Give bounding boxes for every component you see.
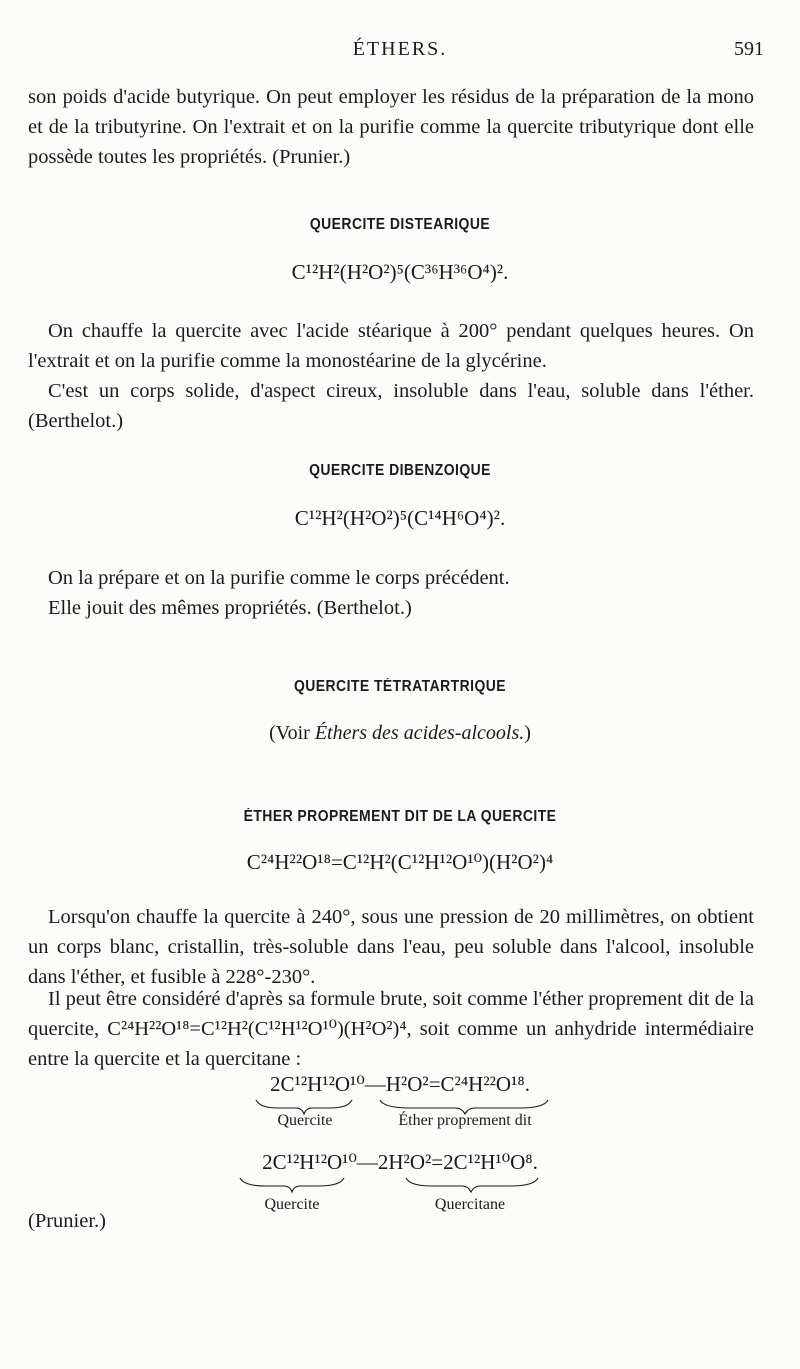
cross-reference <box>0 722 800 745</box>
equation-quercitane: 2C¹²H¹²O¹⁰—2H²O²=2C¹²H¹⁰O⁸. <box>262 1150 538 1174</box>
author-attribution: (Prunier.) <box>28 1210 106 1232</box>
page-number: 591 <box>734 38 764 60</box>
formula-distearique: C¹²H²(H²O²)⁵(C³⁶H³⁶O⁴)². <box>291 260 509 284</box>
section-heading-tetratartrique: QUERCITE TÉTRATARTRIQUE <box>293 678 507 695</box>
formula-ether: C²⁴H²²O¹⁸=C¹²H²(C¹²H¹²O¹⁰)(H²O²)⁴ <box>246 850 554 874</box>
label-quercite-2: Quercite <box>264 1196 320 1213</box>
brace-quercitane <box>406 1178 538 1192</box>
paragraph-ether-prep: Lorsqu'on chauffe la quercite à 240°, sous une pression de 20 millimètres, on obtient un corps blanc, cristallin, très-soluble dans l'eau, peu soluble dans l'alcool, insoluble dans l'éther, et fusible à 228°-230°. <box>28 906 754 988</box>
voir-suffix: ) <box>524 722 531 744</box>
page-header <box>0 38 800 68</box>
paragraph-distearique-prep: On chauffe la quercite avec l'acide stéarique à 200° pendant quelques heures. On l'extrait et on la purifie comme la monostéarine de la glycérine. <box>28 320 754 372</box>
voir-prefix: (Voir <box>269 722 315 744</box>
label-quercite-1: Quercite <box>277 1112 333 1129</box>
equation-quercitane-braces <box>236 1176 546 1194</box>
paragraph-intro: son poids d'acide butyrique. On peut employer les résidus de la préparation de la mono et de la tributyrine. On l'extrait et on la purifie comme la quercite tributyrique dont elle possède toutes les propriétés. (Prunier.) <box>28 86 754 168</box>
brace-quercite-2 <box>240 1178 344 1192</box>
voir-reference: Éthers des acides-alcools. <box>314 722 525 744</box>
paragraph-dibenzoique-props: Elle jouit des mêmes propriétés. (Berthelot.) <box>48 597 412 619</box>
paragraph-dibenzoique-prep: On la prépare et on la purifie comme le corps précédent. <box>48 567 510 589</box>
paragraph-distearique-props: C'est un corps solide, d'aspect cireux, insoluble dans l'eau, soluble dans l'éther. (Berthelot.) <box>28 380 754 432</box>
paragraph-ether-theory: Il peut être considéré d'après sa formule brute, soit comme l'éther proprement dit de la quercite, C²⁴H²²O¹⁸=C¹²H²(C¹²H¹²O¹⁰)(H²O²)⁴, soit comme un anhydride intermédiaire entre la quercite et la quercitane : <box>28 988 754 1070</box>
section-heading-distearique: QUERCITE DISTEARIQUE <box>309 216 491 233</box>
section-heading-dibenzoique: QUERCITE DIBENZOIQUE <box>309 462 491 479</box>
running-title: ÉTHERS. <box>352 38 448 60</box>
label-quercitane: Quercitane <box>434 1196 506 1213</box>
equation-ether: 2C¹²H¹²O¹⁰—H²O²=C²⁴H²²O¹⁸. <box>270 1072 530 1096</box>
section-heading-ether: ÉTHER PROPREMENT DIT DE LA QUERCITE <box>243 808 557 825</box>
formula-dibenzoique: C¹²H²(H²O²)⁵(C¹⁴H⁶O⁴)². <box>294 506 506 530</box>
label-ether-proprement-dit: Éther proprement dit <box>398 1112 532 1129</box>
